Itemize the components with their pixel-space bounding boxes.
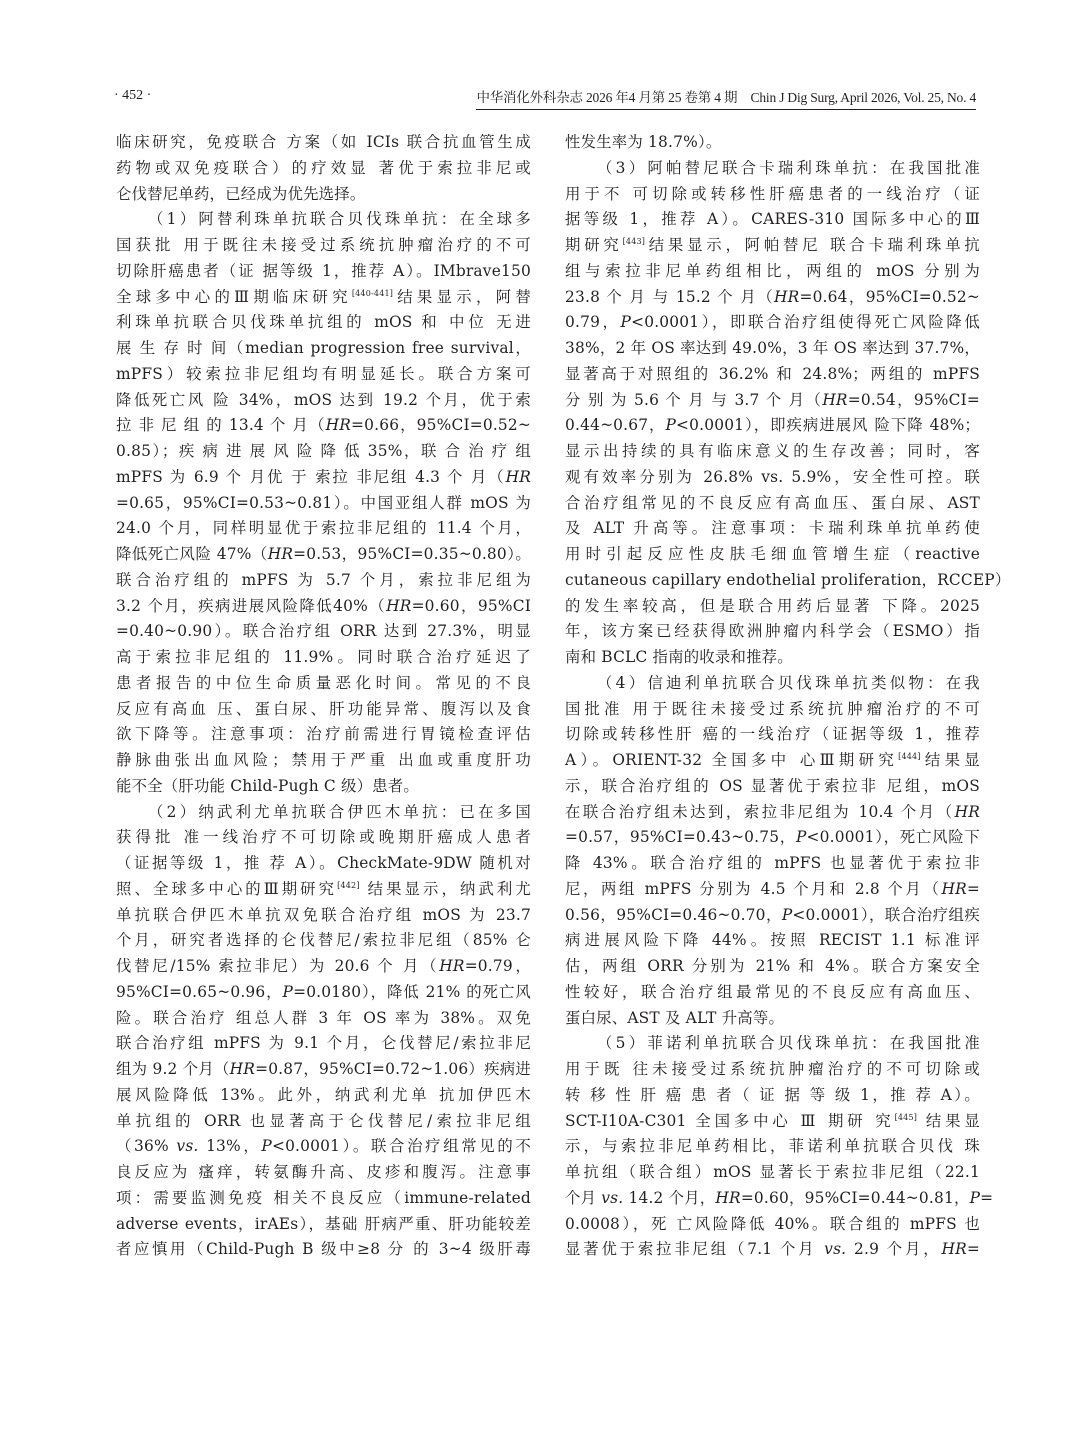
text-line: [565, 697, 980, 723]
text-run: 的发生率较高，但是联合用药后显著 下降。2025: [565, 596, 980, 615]
text-run: =: [966, 879, 980, 898]
text-run: （36%: [116, 1137, 177, 1156]
text-run: =0.60，95%CI: [411, 596, 531, 615]
text-run: =0.40~0.90）。联合治疗组 ORR 达到 27.3%，明显: [116, 622, 531, 641]
text-line: [565, 877, 980, 903]
text-run: 0.85）；疾 病 进 展 风 险 降 低 35%，联 合 治 疗 组: [116, 442, 531, 460]
text-run: mPFS 为 6.9 个 月优 于 索拉 非尼组 4.3 个 月（: [116, 467, 506, 486]
text-line: [116, 1031, 531, 1057]
text-line: [116, 156, 531, 182]
text-run: 伐替尼/15% 索拉非尼）为 20.6 个 月（: [116, 957, 440, 975]
left-column: [116, 130, 531, 1263]
text-run: （5）菲诺利单抗联合贝伐珠单抗：在我国批准: [597, 1034, 980, 1053]
text-line: [116, 954, 531, 980]
text-run: 南和 BCLC 指南的收录和推荐。: [565, 648, 793, 666]
text-run: 估，两组 ORR 分别为 21% 和 4%。联合方案安全: [565, 957, 980, 975]
text-run: <0.0001）。联合治疗组常见的不: [271, 1137, 531, 1156]
text-run: 病进展风险下降 44%。按照 RECIST 1.1 标准评: [565, 931, 980, 950]
text-run: 显示出持续的具有临床意义的生存改善；同时，客: [565, 442, 980, 460]
text-line: [565, 1160, 980, 1186]
paragraph-start-line: [565, 671, 980, 697]
text-run: 反应有高血 压、蛋白尿、肝功能异常、腹泻以及食: [116, 699, 531, 718]
text-line: [116, 362, 531, 388]
text-line: [116, 1237, 531, 1263]
text-run: 2.9 个月，: [846, 1240, 942, 1259]
text-line: [565, 954, 980, 980]
text-run: 尼，两组 mPFS 分别为 4.5 个月和 2.8 个月（: [565, 879, 942, 898]
text-line: [116, 310, 531, 336]
running-header: [114, 86, 976, 110]
italic-term: vs.: [176, 1137, 199, 1156]
text-line: [116, 697, 531, 723]
text-line: [116, 594, 531, 620]
text-run: 据等级 1，推荐 A）。CARES-310 国际多中心的Ⅲ: [565, 210, 980, 229]
text-line: [565, 1212, 980, 1238]
text-run: 切除或转移性肝 癌的一线治疗（证据等级 1，推荐: [565, 725, 980, 744]
text-line: [116, 774, 531, 800]
text-run: 14.2 个月，: [623, 1188, 716, 1207]
text-run: （证据等级 1，推 荐 A）。CheckMate-9DW 随机对: [116, 854, 531, 872]
text-run: 0.56，95%CI=0.46~0.70，: [565, 905, 782, 924]
text-run: <0.0001），即联合治疗组使得死亡风险降低: [631, 313, 980, 332]
citation-ref: [443]: [622, 237, 646, 246]
page-number: · 452 ·: [114, 88, 152, 103]
text-line: [116, 233, 531, 259]
text-line: [565, 207, 980, 233]
text-run: 用时引起反应性皮肤毛细血管增生症（reactive: [565, 545, 980, 563]
text-line: [565, 285, 980, 311]
text-run: 组为 9.2 个月（: [116, 1060, 230, 1078]
text-run: 药物或双免疫联合）的疗效显 著优于索拉非尼或: [116, 158, 531, 177]
text-line: [116, 388, 531, 414]
text-line: [116, 671, 531, 697]
paragraph-start-line: [116, 207, 531, 233]
text-run: 患者报告的中位生命质量恶化时间。常见的不良: [116, 673, 531, 692]
paragraph-start-line: [565, 156, 980, 182]
text-run: 个月，研究者选择的仑伐替尼/索拉非尼组（85% 仑: [116, 931, 531, 950]
text-line: [116, 568, 531, 594]
text-run: 联合治疗组的 mPFS 为 5.7 个月，索拉非尼组为: [116, 570, 531, 589]
text-run: =0.57，95%CI=0.43~0.75，: [565, 828, 796, 847]
text-line: [565, 1083, 980, 1109]
text-line: [565, 491, 980, 517]
text-run: 降低死亡风 险 34%，mOS 达到 19.2 个月，优于索: [116, 390, 531, 409]
text-run: 合治疗组常见的不良反应有高血压、蛋白尿、AST: [565, 493, 980, 512]
text-line: [565, 362, 980, 388]
text-run: 利珠单抗联合贝伐珠单抗组的 mOS 和 中位 无进: [116, 313, 531, 332]
italic-term: P: [261, 1137, 272, 1156]
text-line: [565, 465, 980, 491]
text-run: 23.8 个 月 与 15.2 个 月（: [565, 287, 775, 306]
paragraph-start-line: [116, 800, 531, 826]
text-run: 用于既 往未接受过系统抗肿瘤治疗的不可切除或: [565, 1060, 980, 1078]
text-run: 照、全球多中心的Ⅲ期研究: [116, 879, 338, 898]
text-line: [565, 336, 980, 362]
text-line: [116, 130, 531, 156]
text-line: [116, 1006, 531, 1032]
italic-term: vs.: [601, 1188, 624, 1207]
text-line: [565, 568, 1011, 594]
text-line: [565, 1237, 980, 1263]
text-run: 示，与索拉非尼单药相比，菲诺利单抗联合贝伐 珠: [565, 1137, 980, 1156]
text-run: 观有效率分别为 26.8% vs. 5.9%，安全性可控。联: [565, 467, 980, 486]
text-line: [116, 336, 531, 362]
text-line: [565, 645, 980, 671]
text-run: 降 43%。联合治疗组的 mPFS 也显著优于索拉非: [565, 854, 980, 872]
text-run: cutaneous capillary endothelial proliferation，RCCEP）: [565, 570, 1011, 589]
text-line: [116, 645, 531, 671]
text-run: 用于不 可切除或转移性肝癌患者的一线治疗（证: [565, 184, 980, 203]
italic-term: HR: [439, 957, 465, 975]
text-run: <0.0001），死亡风险下: [806, 828, 980, 847]
italic-term: HR: [715, 1188, 741, 1207]
text-run: 临床研究，免疫联合 方案（如 ICIs 联合抗血管生成: [116, 133, 531, 151]
text-run: 性发生率为 18.7%）。: [565, 133, 722, 151]
text-run: 24.0 个月，同样明显优于索拉非尼组的 11.4 个月，: [116, 519, 531, 538]
text-run: =0.66，95%CI=0.52~: [351, 416, 531, 435]
text-line: [116, 182, 531, 208]
citation-ref: [444]: [898, 752, 921, 761]
text-line: [565, 1134, 980, 1160]
text-run: 及 ALT 升高等。注意事项：卡瑞利珠单抗单药使: [565, 519, 980, 538]
text-line: [116, 1186, 531, 1212]
text-run: 结果显示，阿替: [393, 287, 531, 306]
text-run: 3.2 个月，疾病进展风险降低40%（: [116, 596, 387, 615]
text-run: 转 移 性 肝 癌 患 者（ 证 据 等 级 1，推 荐 A）。: [565, 1085, 980, 1104]
text-line: [116, 619, 531, 645]
text-line: [116, 928, 531, 954]
text-line: [116, 1109, 531, 1135]
text-run: 联合治疗组 mPFS 为 9.1 个月，仑伐替尼/索拉非尼: [116, 1034, 531, 1053]
text-run: 降低死亡风险 47%（: [116, 545, 268, 563]
text-line: [565, 928, 980, 954]
text-run: 13%，: [198, 1137, 262, 1156]
italic-term: HR: [386, 596, 412, 615]
text-line: [116, 722, 531, 748]
text-line: [116, 285, 531, 311]
italic-term: P: [282, 982, 294, 1001]
text-line: [116, 516, 531, 542]
text-line: [116, 1212, 531, 1238]
text-line: [565, 182, 980, 208]
text-run: =0.87，95%CI=0.72~1.06）疾病进: [255, 1060, 531, 1078]
text-run: mPFS）较索拉非尼组均有明显延长。联合方案可: [116, 364, 531, 383]
text-line: [565, 1109, 980, 1135]
text-run: 组与索拉非尼单药组相比，两组的 mOS 分别为: [565, 261, 980, 280]
right-column: [565, 130, 1011, 1263]
text-run: 显著高于对照组的 36.2% 和 24.8%；两组的 mPFS: [565, 364, 980, 383]
text-run: =0.0180），降低 21% 的死亡风: [293, 982, 531, 1001]
text-run: =: [980, 1188, 994, 1207]
text-run: 年，该方案已经获得欧洲肿瘤内科学会（ESMO）指: [565, 622, 980, 641]
text-run: 全球多中心的Ⅲ期临床研究: [116, 287, 352, 306]
text-line: [565, 722, 980, 748]
text-line: [565, 825, 980, 851]
text-run: 个月: [565, 1188, 602, 1207]
text-run: 分 别 为 5.6 个 月 与 3.7 个 月（: [565, 390, 823, 409]
text-line: [116, 748, 531, 774]
text-line: [565, 800, 980, 826]
text-run: 示，联合治疗组的 OS 显著优于索拉非 尼组，mOS: [565, 776, 980, 795]
text-line: [565, 851, 980, 877]
text-line: [565, 594, 980, 620]
text-line: [565, 233, 980, 259]
italic-term: P: [969, 1188, 981, 1207]
italic-term: P: [781, 905, 793, 924]
text-line: [116, 439, 531, 465]
text-run: =0.54，95%CI=: [847, 390, 980, 409]
text-run: 仑伐替尼单药，已经成为优先选择。: [116, 184, 366, 203]
italic-term: HR: [941, 879, 967, 898]
italic-term: HR: [325, 416, 352, 435]
text-run: 95%CI=0.65~0.96，: [116, 982, 283, 1001]
text-line: [565, 748, 980, 774]
text-line: [565, 388, 980, 414]
text-run: 国获批 用于既往未接受过系统抗肿瘤治疗的不可: [116, 236, 531, 254]
text-line: [565, 1186, 994, 1212]
italic-term: P: [620, 313, 632, 332]
journal-citation: 中华消化外科杂志 2026 年4 月第 25 卷第 4 期 Chin J Dig Surg, April 2026, Vol. 25, No. 4: [476, 86, 976, 110]
text-line: [116, 877, 531, 903]
text-line: [116, 825, 531, 851]
text-line: [116, 259, 531, 285]
text-run: 展 生 存 时 间（median progression free survival，: [116, 339, 531, 357]
text-run: 展风险降低 13%。此外，纳武利尤单 抗加伊匹木: [116, 1085, 531, 1104]
text-run: 者应慎用（Child-Pugh B 级中≥8 分 的 3~4 级肝毒: [116, 1240, 531, 1259]
text-line: [565, 619, 980, 645]
text-run: 国批准 用于既往未接受过系统抗肿瘤治疗的不可: [565, 699, 980, 718]
text-line: [116, 851, 531, 877]
italic-term: HR: [505, 467, 531, 486]
italic-term: vs.: [824, 1240, 847, 1259]
text-line: [116, 413, 531, 439]
text-run: =0.79，: [464, 957, 531, 975]
citation-ref: [445]: [894, 1112, 918, 1122]
text-line: [116, 1057, 531, 1083]
text-run: （3）阿帕替尼联合卡瑞利珠单抗：在我国批准: [597, 158, 980, 177]
text-line: [116, 491, 531, 517]
text-line: [116, 903, 531, 929]
text-line: [565, 542, 980, 568]
text-run: 性较好，联合治疗组最常见的不良反应有高血压、: [565, 982, 980, 1001]
text-run: 能不全（肝功能 Child-Pugh C 级）患者。: [116, 776, 419, 795]
text-run: 单抗联合伊匹木单抗双免联合治疗组 mOS 为 23.7: [116, 905, 531, 924]
text-line: [565, 130, 980, 156]
text-line: [565, 980, 980, 1006]
citation-ref: [440-441]: [351, 288, 394, 298]
text-run: =0.53，95%CI=0.35~0.80）。: [293, 545, 531, 563]
italic-term: HR: [774, 287, 800, 306]
text-line: [565, 439, 980, 465]
italic-term: P: [795, 828, 807, 847]
text-run: 0.0008），死 亡风险降低 40%。联合组的 mPFS 也: [565, 1214, 980, 1233]
text-line: [116, 542, 531, 568]
text-run: 显著优于索拉非尼组（7.1 个月: [565, 1240, 825, 1259]
text-line: [116, 1160, 531, 1186]
text-line: [116, 1134, 531, 1160]
text-line: [116, 1083, 531, 1109]
text-run: =0.65，95%CI=0.53~0.81）。中国亚组人群 mOS 为: [116, 493, 531, 512]
text-run: 在联合治疗组未达到，索拉非尼组为 10.4 个月（: [565, 802, 955, 821]
text-run: 切除肝癌患者（证 据等级 1，推荐 A）。IMbrave150: [116, 261, 531, 280]
text-line: [565, 903, 980, 929]
paragraph-start-line: [565, 1031, 980, 1057]
text-run: （4）信迪利单抗联合贝伐珠单抗类似物：在我: [597, 673, 980, 692]
text-run: 拉 非 尼 组 的 13.4 个 月（: [116, 416, 326, 435]
text-run: 单抗组（联合组）mOS 显著长于索拉非尼组（22.1: [565, 1163, 980, 1181]
text-line: [565, 310, 980, 336]
text-line: [565, 259, 980, 285]
italic-term: HR: [941, 1240, 967, 1259]
text-run: 险。联合治疗 组总人群 3 年 OS 率为 38%。双免: [116, 1008, 531, 1027]
text-line: [116, 980, 531, 1006]
text-run: =: [966, 1240, 980, 1259]
text-line: [565, 1057, 980, 1083]
citation-ref: [442]: [337, 880, 360, 890]
text-line: [565, 413, 980, 439]
italic-term: HR: [954, 802, 980, 821]
text-line: [565, 516, 980, 542]
text-line: [116, 465, 531, 491]
text-line: [565, 774, 980, 800]
text-run: =0.60，95%CI=0.44~0.81，: [740, 1188, 970, 1207]
text-run: 高于索拉非尼组的 11.9%。同时联合治疗延迟了: [116, 648, 531, 666]
text-run: （1）阿替利珠单抗联合贝伐珠单抗：在全球多: [148, 210, 531, 229]
text-run: （2）纳武利尤单抗联合伊匹木单抗：已在多国: [148, 802, 531, 821]
italic-term: HR: [267, 545, 294, 563]
italic-term: P: [665, 416, 677, 435]
text-run: 欲下降等。注意事项：治疗前需进行胃镜检查评估: [116, 725, 531, 744]
text-run: <0.0001），联合治疗组疾: [792, 905, 980, 924]
text-line: [565, 1006, 980, 1032]
text-run: 获得批 准一线治疗不可切除或晚期肝癌成人患者: [116, 828, 531, 847]
text-run: 结果显示，纳武利尤: [359, 879, 531, 898]
text-run: 单抗组的 ORR 也显著高于仑伐替尼/索拉非尼组: [116, 1111, 531, 1130]
text-run: SCT-I10A-C301 全国多中心 Ⅲ 期研 究: [565, 1111, 895, 1130]
text-run: 结果显: [917, 1111, 980, 1130]
text-run: 静脉曲张出血风险；禁用于严重 出血或重度肝功: [116, 751, 531, 769]
text-run: 项：需要监测免疫 相关不良反应（immune-related: [116, 1188, 531, 1207]
text-run: 良反应为 瘙痒，转氨酶升高、皮疹和腹泻。注意事: [116, 1163, 531, 1181]
text-run: 蛋白尿、AST 及 ALT 升高等。: [565, 1008, 785, 1027]
text-run: adverse events，irAEs），基础 肝病严重、肝功能较差: [116, 1214, 531, 1233]
text-run: <0.0001），即疾病进展风 险下降 48%；: [676, 416, 981, 435]
text-run: 38%，2 年 OS 率达到 49.0%，3 年 OS 率达到 37.7%，: [565, 339, 980, 357]
italic-term: HR: [822, 390, 848, 409]
text-run: 0.44~0.67，: [565, 416, 666, 435]
text-run: 结果显: [920, 751, 980, 769]
text-run: =0.64，95%CI=0.52~: [799, 287, 981, 306]
text-run: A）。ORIENT-32 全国多中 心Ⅲ期研究: [565, 751, 899, 769]
italic-term: HR: [229, 1060, 256, 1078]
text-run: 0.79，: [565, 313, 621, 332]
text-run: 期研究: [565, 236, 623, 254]
text-run: 结果显示，阿帕替尼 联合卡瑞利珠单抗: [645, 236, 980, 254]
